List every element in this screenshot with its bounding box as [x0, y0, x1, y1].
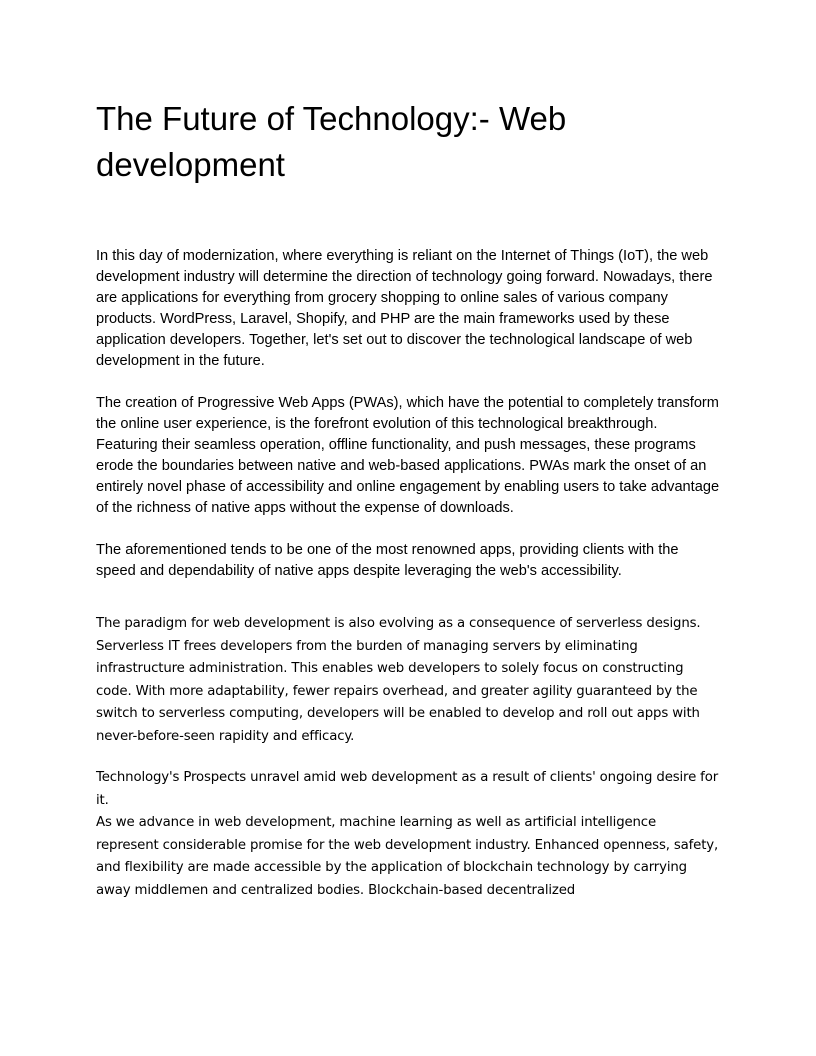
- paragraph-renowned-apps: The aforementioned tends to be one of the most renowned apps, providing clients with the speed and dependability of native apps despite leveraging the web's accessibility.: [96, 542, 679, 579]
- paragraph-pwas: The creation of Progressive Web Apps (PWAs), which have the potential to completely transform the online user experience, is the forefront evolution of this technological breakthrough. Featuring their seamless operation, offline functionality, and push messages, these programs erode the boundaries between native and web-based applications. PWAs mark the onset of an entirely novel phase of accessibility and online engagement by enabling users to take advantage of the richness of native apps without the expense of downloads.: [96, 395, 720, 516]
- paragraph-prospects: Technology's Prospects unravel amid web development as a result of clients' ongoing desire for it.: [96, 770, 719, 808]
- paragraph-intro: In this day of modernization, where everything is reliant on the Internet of Things (IoT), the web development industry will determine the direction of technology going forward. Nowadays, there are applications for everything from grocery shopping to online sales of various company products. WordPress, Laravel, Shopify, and PHP are the main frameworks used by these application developers. Together, let's set out to discover the technological landscape of web development in the future.: [96, 248, 713, 369]
- page-title: The Future of Technology:- Web development: [96, 100, 567, 183]
- document-body: [96, 96, 720, 902]
- paragraph-serverless: The paradigm for web development is also evolving as a consequence of serverless designs. Serverless IT frees developers from the burden of managing servers by eliminating infrastructure administration. This enables web developers to solely focus on constructing code. With more adaptability, fewer repairs overhead, and greater agility guaranteed by the switch to serverless computing, developers will be enabled to develop and roll out apps with never-before-seen rapidity and efficacy.: [96, 616, 701, 744]
- paragraph-ai-blockchain: As we advance in web development, machine learning as well as artificial intelligence represent considerable promise for the web development industry. Enhanced openness, safety, and flexibility are made accessible by the application of blockchain technology by carrying away middlemen and centralized bodies. Blockchain-based decentralized: [96, 815, 719, 898]
